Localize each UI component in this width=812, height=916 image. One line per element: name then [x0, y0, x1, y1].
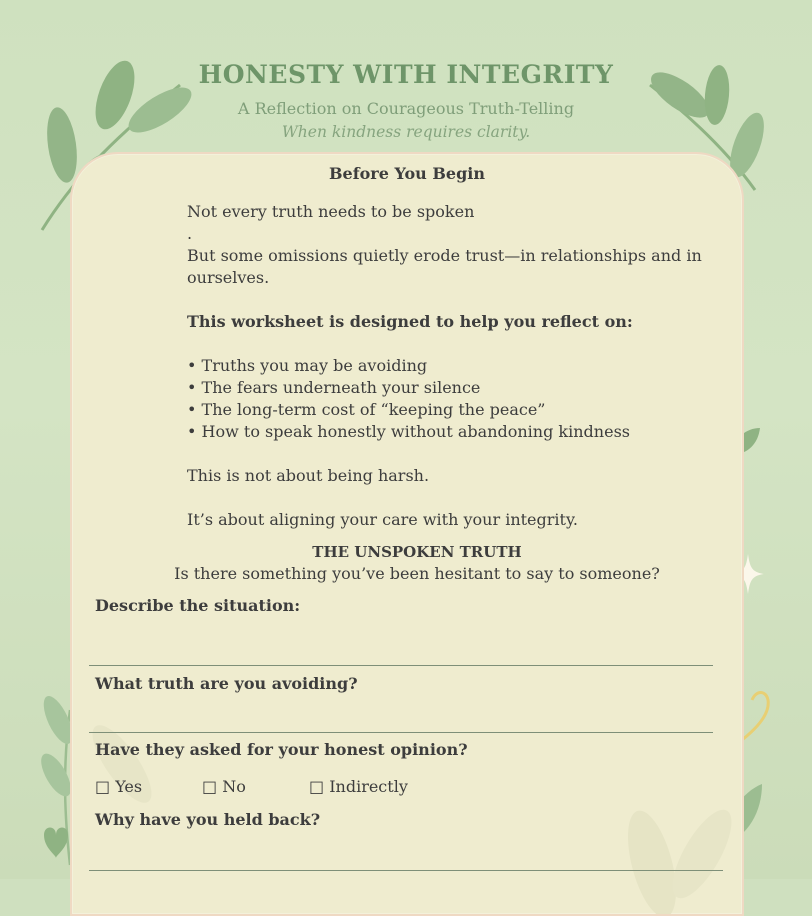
intro-line-1: Not every truth needs to be spoken [187, 202, 475, 221]
bullet-item: • The long-term cost of “keeping the peace” [187, 400, 546, 419]
asked-question: Have they asked for your honest opinion? [95, 740, 468, 759]
bullet-item: • Truths you may be avoiding [187, 356, 428, 375]
intro-line-2b: ourselves. [187, 268, 270, 287]
describe-answer-line[interactable] [89, 665, 713, 666]
avoiding-answer-line[interactable] [89, 732, 713, 733]
bullet-item: • The fears underneath your silence [187, 378, 481, 397]
option-yes-checkbox[interactable]: □ Yes [95, 777, 143, 796]
faint-leaf-icon [602, 774, 732, 914]
option-no-checkbox[interactable]: □ No [202, 777, 246, 796]
intro-heading: Before You Begin [329, 164, 485, 183]
held-back-question: Why have you held back? [95, 810, 321, 829]
section-title: THE UNSPOKEN TRUTH [312, 543, 522, 561]
not-harsh-text: This is not about being harsh. [187, 466, 430, 485]
avoiding-question: What truth are you avoiding? [95, 674, 358, 693]
page-tagline: When kindness requires clarity. [281, 123, 531, 141]
option-indirectly-checkbox[interactable]: □ Indirectly [309, 777, 408, 796]
page-title: HONESTY WITH INTEGRITY [198, 60, 614, 89]
aligning-text: It’s about aligning your care with your integrity. [187, 510, 578, 529]
bullet-item: • How to speak honestly without abandoning kindness [187, 422, 630, 441]
designed-heading: This worksheet is designed to help you reflect on: [187, 312, 633, 331]
describe-question: Describe the situation: [95, 596, 301, 615]
section-prompt: Is there something you’ve been hesitant to say to someone? [174, 564, 660, 583]
intro-line-2a: But some omissions quietly erode trust—in relationships and in [187, 246, 702, 265]
held-back-answer-line[interactable] [89, 870, 723, 871]
page-subtitle: A Reflection on Courageous Truth-Telling [237, 99, 575, 118]
intro-dot: . [187, 224, 193, 243]
worksheet-card [70, 152, 744, 916]
